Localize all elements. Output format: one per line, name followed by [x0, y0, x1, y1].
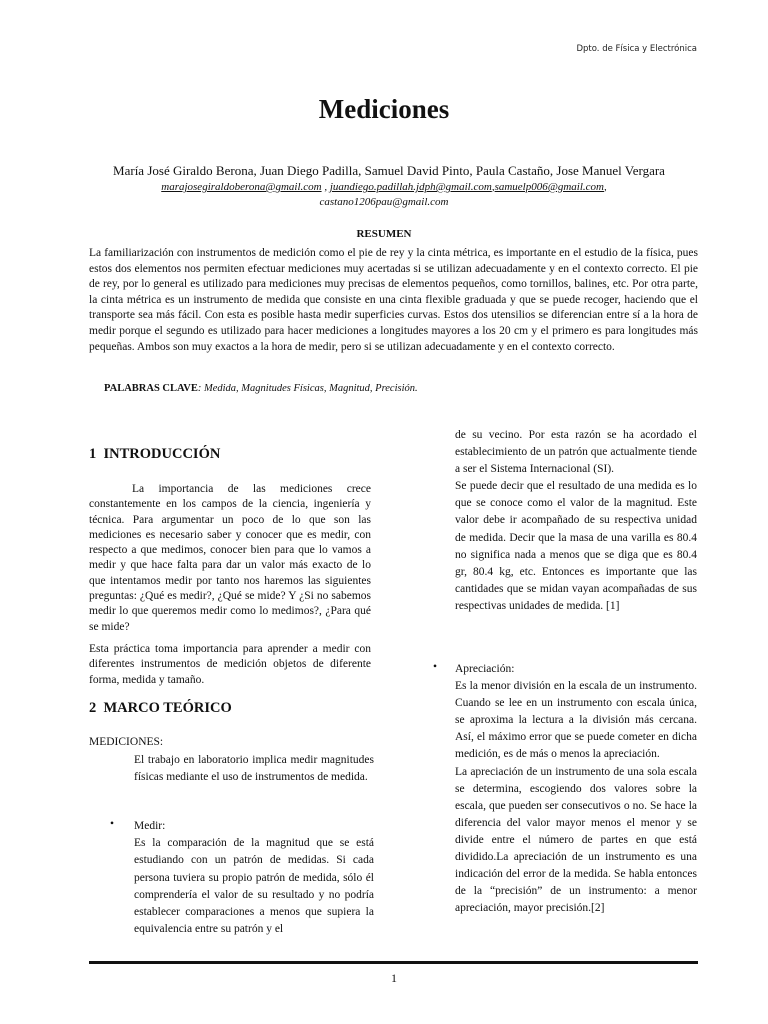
mediciones-text: El trabajo en laboratorio implica medir magnitudes físicas mediante el uso de instrumentos de medida.	[134, 754, 374, 783]
section-number: 1	[89, 446, 97, 462]
paper-title: Mediciones	[318, 94, 450, 124]
right-column-top	[455, 427, 697, 615]
bullet-apreciacion	[455, 661, 697, 917]
bullet-title: Apreciación:	[455, 663, 515, 675]
email-separator: ,	[491, 181, 495, 193]
email-link[interactable]: marajosegiraldoberona@gmail.com	[161, 181, 322, 193]
section-heading-introduccion	[89, 446, 220, 463]
abstract-heading: RESUMEN	[356, 228, 412, 240]
section-heading-marco-teorico	[89, 700, 232, 717]
email-text: castano1206pau@gmail.com	[319, 196, 449, 208]
email-link[interactable]: samuelp006@gmail.com	[494, 181, 604, 193]
keywords-line	[104, 383, 418, 394]
mediciones-label: MEDICIONES:	[89, 736, 164, 748]
running-header: Dpto. de Física y Electrónica	[576, 44, 697, 54]
keywords-label: PALABRAS CLAVE	[104, 383, 198, 394]
abstract-text: La familiarización con instrumentos de medición como el pie de rey y la cinta métrica, es importante en el estudio de la física, pues estos dos elementos nos permiten efectuar mediciones muy acertadas si se utilizan adecuadamente y en el contexto correcto. El pie de rey, por lo general es utilizado para mediciones muy precisas de elementos pequeños, como tornillos, balines, etc. Por otra parte, la cinta métrica es un instrumento de medida que consiste en una cinta flexible graduada y que se puede recoger, haciendo que el transporte sea más fácil. Con esta es posible hasta medir superficies curvas. Estos dos utensilios se diferencian entre sí a la hora de medir porque el segundo es utilizado para hacer mediciones a longitudes mayores a los 20 cm y el primero es para longitudes más pequeñas. Ambos son muy exactos a la hora de medir, pero si se utilizan adecuadamente y en el contexto correcto.	[89, 247, 698, 353]
email-separator: ,	[604, 181, 607, 193]
section-title: INTRODUCCIÓN	[103, 446, 221, 462]
email-separator: ,	[321, 181, 330, 193]
continued-text: de su vecino. Por esta razón se ha acordado el establecimiento de un patrón que actualmente tiende a ser el Sistema Internacional (SI).	[455, 429, 697, 476]
author-emails	[0, 180, 768, 210]
intro-body	[89, 482, 371, 688]
bullet-medir	[134, 818, 374, 938]
bullet-title: Medir:	[134, 820, 166, 832]
section-title: MARCO TEÓRICO	[103, 700, 232, 716]
bullet-dot: •	[110, 818, 115, 830]
intro-paragraph-2: Esta práctica toma importancia para aprender a medir con diferentes instrumentos de medición objetos de diferente forma, medida y tamaño.	[89, 642, 371, 686]
bullet-text: Es la menor división en la escala de un instrumento. Cuando se lee en un instrumento con escala única, se aproxima la lectura a la división más cercana. Así, el máximo error que se puede cometer en dicha medición, es de más o menos la apreciación.	[455, 680, 697, 761]
keywords-text: : Medida, Magnitudes Físicas, Magnitud, Precisión.	[197, 383, 418, 394]
bullet-dot: •	[433, 661, 438, 673]
email-link[interactable]: juandiego.padillah.jdph@gmail.com	[329, 181, 492, 193]
bullet-text-2: La apreciación de un instrumento de una sola escala se determina, escogiendo dos valores sobre la escala, que pueden ser consecutivos o no. Se hace la diferencia del valor mayor menos el menor y se divide entre el número de partes en que está dividido.La apreciación de un instrumento es una indicación del error de la medida. Se habla entonces de la “precisión” de un instrumento: a menor apreciación, mayor precisión.[2]	[455, 765, 697, 915]
paragraph: Se puede decir que el resultado de una medida es lo que se conoce como el valor de la magnitud. Este valor debe ir acompañado de su respectiva unidad de medida. Decir que la masa de una varilla es 80.4 no significa nada a menos que se diga que es 80.4 gr, 80.4 kg, etc. Entonces es importante que las cantidades que se midan vayan acompañadas de sus respectivas unidades de medida. [1]	[455, 480, 697, 612]
bullet-text: Es la comparación de la magnitud que se está estudiando con un patrón de medidas. Si cada persona tuviera su propio patrón de medida, sólo él comprendería el valor de su resultado y no podría establecer comparaciones a menos que supiera la equivalencia entre su patrón y el	[134, 837, 374, 936]
section-number: 2	[89, 700, 97, 716]
page-number: 1	[391, 971, 397, 985]
intro-paragraph: La importancia de las mediciones crece constantemente en los campos de la ciencia, ingeniería y técnica. Para argumentar un poco de lo que son las mediciones es necesario saber y conocer que es medir, con respecto a que medimos, conocer bien para que lo vamos a medir y que hace falta para dar un valor más exacto de lo que intentamos medir por tanto nos haremos las siguientes preguntas: ¿Qué es medir?, ¿Qué se mide? Y ¿Si no sabemos medir lo que queremos medir como lo medimos?, ¿Para qué se mide?	[89, 483, 371, 633]
footer-rule	[89, 961, 698, 964]
author-list: María José Giraldo Berona, Juan Diego Padilla, Samuel David Pinto, Paula Castaño, Jose Manuel Vergara	[113, 163, 665, 178]
